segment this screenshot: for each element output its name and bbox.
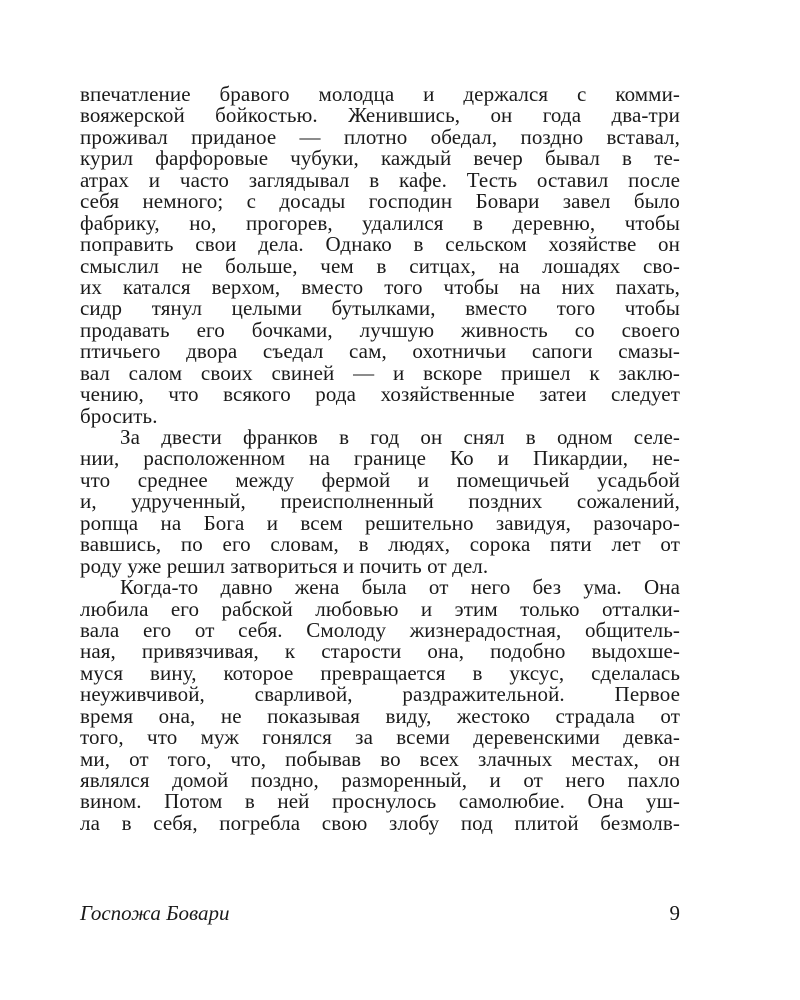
- text-line: смыслил не больше, чем в ситцах, на лошадях сво-: [80, 253, 680, 278]
- text-line: неуживчивой, сварливой, раздражительной. Первое: [80, 682, 680, 707]
- text-line: атрах и часто заглядывал в кафе. Тесть оставил после: [80, 167, 680, 192]
- text-line: себя немного; с досады господин Бовари завел было: [80, 189, 680, 214]
- text-line: любила его рабской любовью и этим только отталки-: [80, 596, 680, 621]
- text-line: вавшись, по его словам, в людях, сорока пяти лет от: [80, 532, 680, 557]
- text-line: курил фарфоровые чубуки, каждый вечер бывал в те-: [80, 146, 680, 171]
- text-line: и, удрученный, преисполненный поздних сожалений,: [80, 489, 680, 514]
- text-line: нии, расположенном на границе Ко и Пикардии, не-: [80, 446, 680, 471]
- text-line: бросить.: [80, 403, 158, 428]
- text-line: их катался верхом, вместо того чтобы на них пахать,: [80, 274, 680, 299]
- page-number: 9: [669, 901, 680, 925]
- text-line: фабрику, но, прогорев, удалился в деревню, чтобы: [80, 210, 680, 235]
- text-line: являлся домой поздно, разморенный, и от него пахло: [80, 768, 680, 792]
- text-line: вала его от себя. Смолоду жизнерадостная, общитель-: [80, 617, 680, 642]
- paragraph-start-line: Когда-то давно жена была от него без ума. Она: [120, 575, 680, 600]
- text-line: ная, привязчивая, к старости она, подобно выдохше-: [80, 639, 680, 664]
- paragraph-start-line: За двести франков в год он снял в одном селе-: [120, 425, 680, 449]
- text-line: ропща на Бога и всем решительно завидуя, разочаро-: [80, 510, 680, 535]
- running-title: Госпожа Бовари: [80, 901, 230, 925]
- text-line: того, что муж гонялся за всеми деревенскими девка-: [80, 725, 680, 750]
- text-line: вояжерской бойкостью. Женившись, он года два-три: [80, 103, 680, 128]
- text-line: ла в себя, погребла свою злобу под плитой безмолв-: [80, 810, 680, 835]
- text-line: муся вину, которое превращается в уксус, сделалась: [80, 660, 680, 685]
- text-line: продавать его бочками, лучшую живность со своего: [80, 317, 680, 342]
- text-line: что среднее между фермой и помещичьей усадьбой: [80, 467, 680, 492]
- text-line: ми, от того, что, побывав во всех злачных местах, он: [80, 746, 680, 771]
- text-line: вином. Потом в ней проснулось самолюбие. Она уш-: [80, 789, 680, 814]
- text-line: впечатление бравого молодца и держался с комми-: [80, 82, 680, 106]
- text-line: чению, что всякого рода хозяйственные затеи следует: [80, 382, 680, 407]
- page-footer: [80, 898, 680, 928]
- text-line: птичьего двора съедал сам, охотничьи сапоги смазы-: [80, 339, 680, 364]
- text-line: поправить свои дела. Однако в сельском хозяйстве он: [80, 232, 680, 257]
- text-line: проживал приданое — плотно обедал, поздно вставал,: [80, 124, 680, 149]
- text-line: роду уже решил затвориться и почить от дел.: [80, 553, 489, 578]
- text-line: вал салом своих свиней — и вскоре пришел к заклю-: [80, 360, 680, 385]
- body-text: [80, 84, 680, 834]
- text-line: время она, не показывая виду, жестоко страдала от: [80, 703, 680, 728]
- text-line: сидр тянул целыми бутылками, вместо того чтобы: [80, 296, 680, 321]
